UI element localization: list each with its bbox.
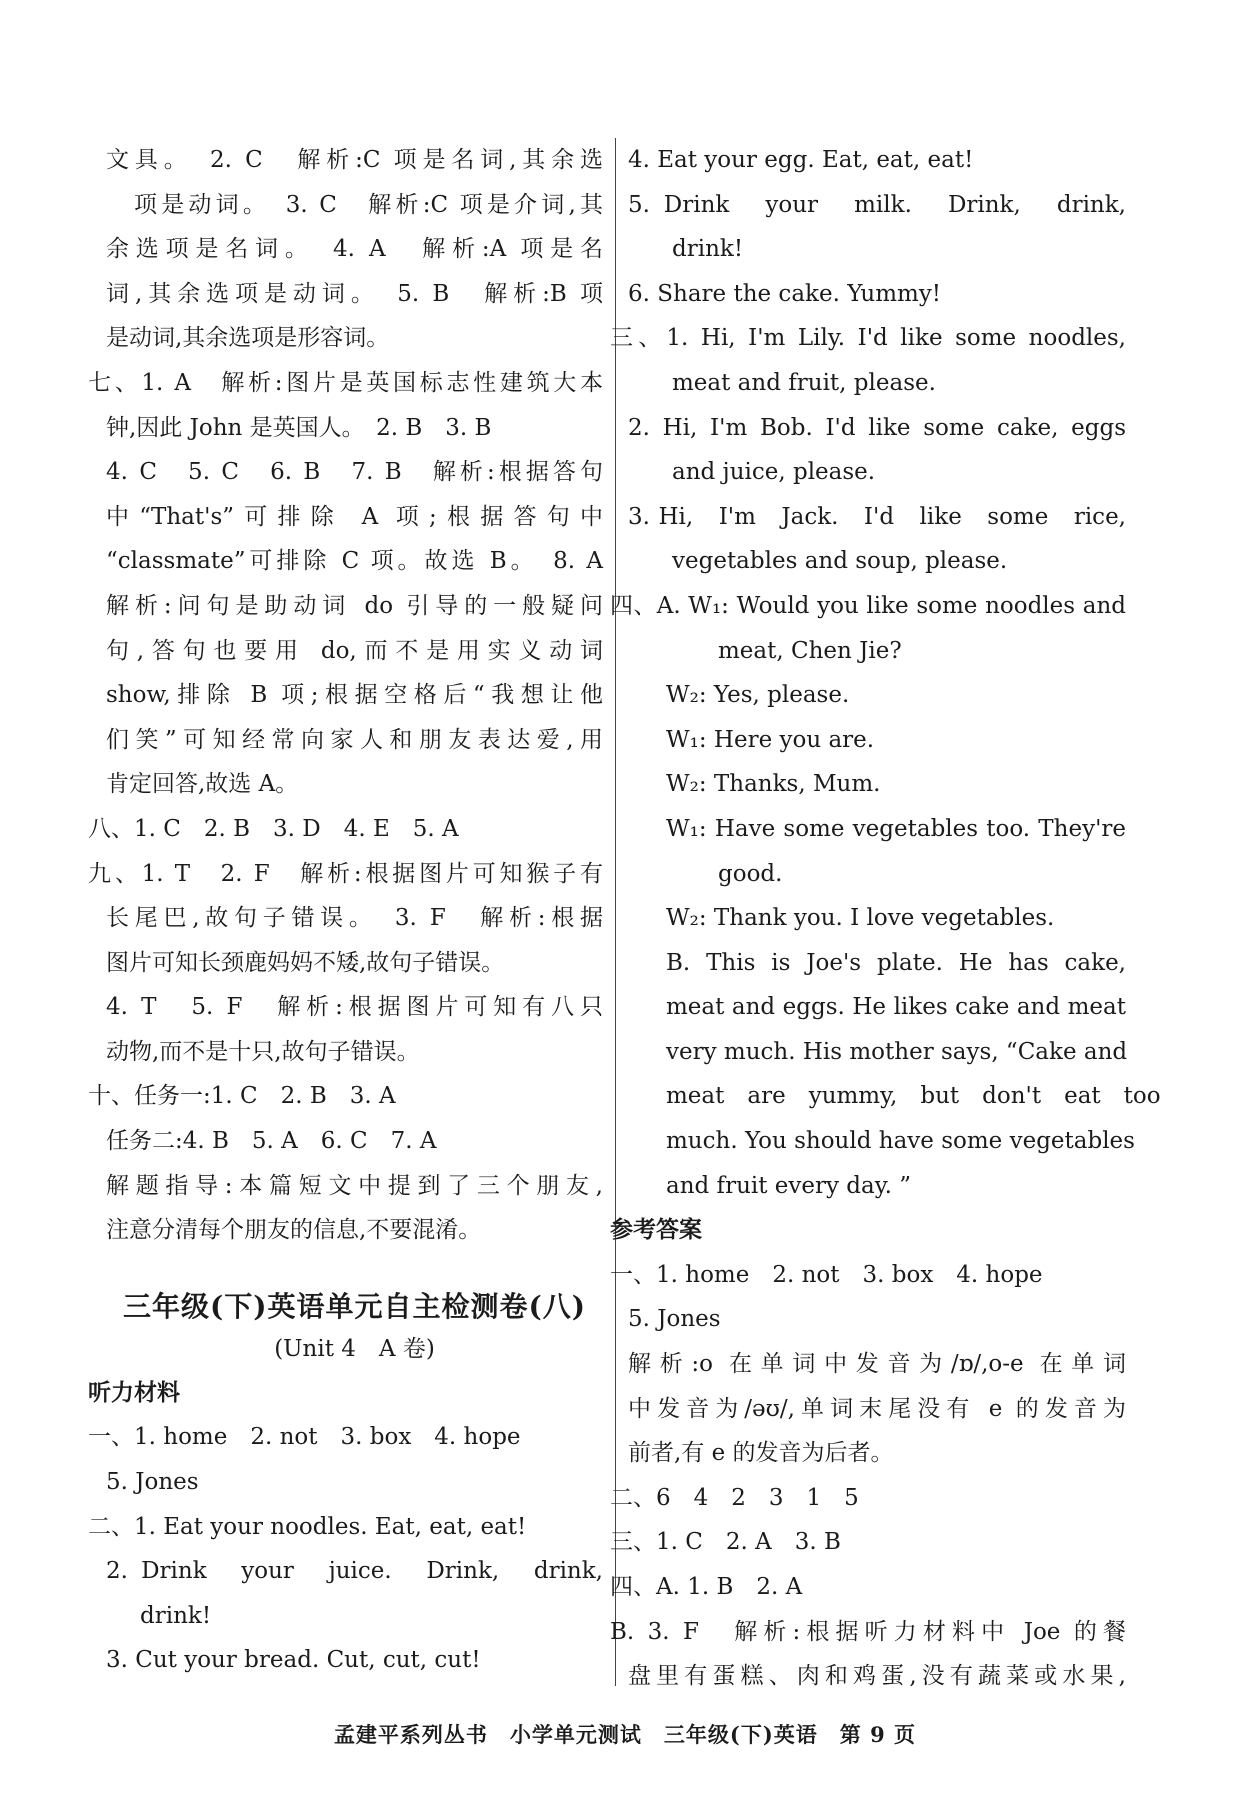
text-line: 3. Hi, I'm Jack. I'd like some rice, bbox=[628, 503, 1126, 530]
text-line: 中“That's”可排除 A 项;根据答句中 bbox=[106, 503, 603, 530]
text-line: 5. Jones bbox=[106, 1469, 199, 1496]
text-line: B. 3. F 解析:根据听力材料中 Joe 的餐 bbox=[610, 1618, 1126, 1645]
text-line: 一、1. home 2. not 3. box 4. hope bbox=[610, 1261, 1043, 1288]
right-column bbox=[610, 138, 1161, 1699]
text-line: 二、1. Eat your noodles. Eat, eat, eat! bbox=[88, 1513, 527, 1540]
text-line: 前者,有 e 的发音为后者。 bbox=[628, 1440, 894, 1467]
text-line: 九、1. T 2. F 解析:根据图片可知猴子有 bbox=[88, 860, 603, 887]
text-line: W₂: Thanks, Mum. bbox=[666, 771, 881, 798]
text-line: 注意分清每个朋友的信息,不要混淆。 bbox=[106, 1217, 482, 1244]
text-line: meat and eggs. He likes cake and meat bbox=[666, 994, 1126, 1021]
text-line: 文具。 2. C 解析:C 项是名词,其余选 bbox=[106, 147, 603, 173]
text-line: 是动词,其余选项是形容词。 bbox=[106, 325, 390, 352]
text-line: meat are yummy, but don't eat too bbox=[666, 1083, 1161, 1110]
text-line: 十、任务一:1. C 2. B 3. A bbox=[88, 1083, 396, 1110]
text-line: and fruit every day. ” bbox=[666, 1172, 912, 1199]
text-line: 3. Cut your bread. Cut, cut, cut! bbox=[106, 1647, 481, 1674]
text-line: 一、1. home 2. not 3. box 4. hope bbox=[88, 1424, 521, 1451]
text-line: 肯定回答,故选 A。 bbox=[106, 771, 299, 798]
text-line: 解析:问句是助动词 do 引导的一般疑问 bbox=[106, 592, 603, 619]
text-line: 图片可知长颈鹿妈妈不矮,故句子错误。 bbox=[106, 949, 505, 976]
text-line: B. This is Joe's plate. He has cake, bbox=[666, 949, 1126, 976]
text-line: 动物,而不是十只,故句子错误。 bbox=[106, 1038, 420, 1065]
text-line: vegetables and soup, please. bbox=[672, 548, 1008, 575]
answers-heading: 参考答案 bbox=[610, 1216, 702, 1244]
text-line: much. You should have some vegetables bbox=[666, 1128, 1135, 1155]
text-line: 6. Share the cake. Yummy! bbox=[628, 280, 942, 307]
left-column bbox=[88, 138, 603, 1683]
column-divider bbox=[615, 138, 616, 1686]
text-line: 2. Drink your juice. Drink, drink, bbox=[106, 1558, 603, 1585]
text-line: 钟,因此 John 是英国人。 2. B 3. B bbox=[106, 414, 492, 441]
text-line: “classmate”可排除 C 项。故选 B。 8. A bbox=[106, 548, 603, 575]
text-line: 三、1. C 2. A 3. B bbox=[610, 1529, 841, 1556]
text-line: 4. T 5. F 解析:根据图片可知有八只 bbox=[106, 994, 603, 1021]
text-line: 词,其余选项是动词。 5. B 解析:B 项 bbox=[106, 280, 603, 307]
text-line: 长尾巴,故句子错误。 3. F 解析:根据 bbox=[106, 905, 603, 932]
text-line: 句,答句也要用 do,而不是用实义动词 bbox=[106, 637, 603, 664]
text-line: meat and fruit, please. bbox=[672, 369, 936, 396]
text-line: 三、1. Hi, I'm Lily. I'd like some noodles, bbox=[610, 325, 1126, 352]
text-line: 四、A. 1. B 2. A bbox=[610, 1574, 803, 1600]
section-subtitle: (Unit 4 A 卷) bbox=[274, 1335, 435, 1362]
text-line: 4. C 5. C 6. B 7. B 解析:根据答句 bbox=[106, 459, 603, 486]
text-line: W₂: Thank you. I love vegetables. bbox=[666, 905, 1055, 932]
text-line: 八、1. C 2. B 3. D 4. E 5. A bbox=[88, 815, 459, 842]
text-line: 中发音为/əʊ/,单词末尾没有 e 的发音为 bbox=[628, 1395, 1126, 1422]
text-line: drink! bbox=[140, 1602, 212, 1629]
text-line: W₁: Have some vegetables too. They're bbox=[666, 815, 1126, 842]
text-line: 四、A. W₁: Would you like some noodles and bbox=[610, 592, 1126, 619]
text-line: and juice, please. bbox=[672, 459, 876, 486]
text-line: 5. Jones bbox=[628, 1306, 721, 1333]
text-line: 解题指导:本篇短文中提到了三个朋友, bbox=[106, 1172, 603, 1199]
text-line: 余选项是名词。 4. A 解析:A 项是名 bbox=[106, 236, 603, 263]
text-line: W₁: Here you are. bbox=[666, 726, 875, 753]
text-line: drink! bbox=[672, 236, 744, 263]
section-title: 三年级(下)英语单元自主检测卷(八) bbox=[123, 1289, 586, 1323]
text-line: show,排除 B 项;根据空格后“我想让他 bbox=[106, 682, 603, 709]
page-footer: 孟建平系列丛书 小学单元测试 三年级(下)英语 第 9 页 bbox=[333, 1722, 917, 1747]
text-line: good. bbox=[718, 860, 783, 887]
text-line: very much. His mother says, “Cake and bbox=[666, 1038, 1128, 1065]
listening-heading: 听力材料 bbox=[88, 1378, 180, 1406]
text-line: 任务二:4. B 5. A 6. C 7. A bbox=[106, 1128, 437, 1155]
text-line: 4. Eat your egg. Eat, eat, eat! bbox=[628, 147, 974, 173]
text-line: 们笑”可知经常向家人和朋友表达爱,用 bbox=[106, 726, 603, 753]
text-line: W₂: Yes, please. bbox=[666, 682, 850, 709]
text-line: 二、6 4 2 3 1 5 bbox=[610, 1484, 859, 1511]
text-line: 2. Hi, I'm Bob. I'd like some cake, eggs bbox=[628, 414, 1126, 441]
text-line: 5. Drink your milk. Drink, drink, bbox=[628, 191, 1126, 218]
text-line: meat, Chen Jie? bbox=[718, 637, 902, 664]
text-line: 盘里有蛋糕、肉和鸡蛋,没有蔬菜或水果, bbox=[628, 1663, 1126, 1690]
text-line: 七、1. A 解析:图片是英国标志性建筑大本 bbox=[88, 369, 603, 396]
text-line: 项是动词。 3. C 解析:C 项是介词,其 bbox=[134, 191, 603, 218]
text-line: 解析:o 在单词中发音为/ɒ/,o-e 在单词 bbox=[628, 1351, 1126, 1378]
